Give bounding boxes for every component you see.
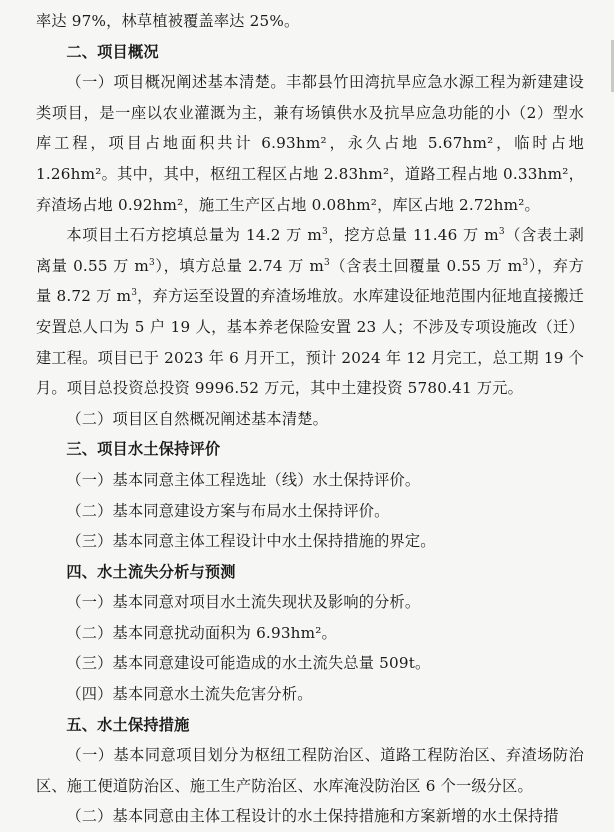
paragraph-erosion-2: （二）基本同意扰动面积为 6.93hm²。 [66,623,337,642]
paragraph-measures-2: （二）基本同意由主体工程设计的水土保持措施和方案新增的水土保持措 [66,807,559,826]
superscript-3: 3 [131,288,138,299]
earthwork-text-6: ），弃方量 8.72 万 m [36,256,584,306]
earthwork-text-7: ，弃方运至设置的弃渣场堆放。水库建设征地范围内征地直接搬迁安置总人口为 5 户 19 人，基本养老保险安置 23 人；不涉及专项设施改（迁）建工程。项目已于 2023 年 6 月开工，预计 2024 年 12 月完工，总工期 19 个月。项目总投资总投资 9996.52 万元，其中土建投资 5780.41 万元。 [36,287,584,398]
earthwork-text-4: ），填方总量 2.74 万 m [154,256,324,275]
superscript-3: 3 [324,257,330,268]
opening-line: 率达 97%，林草植被覆盖率达 25%。 [36,12,300,30]
earthwork-text-3: （含表土剥离量 0.55 万 m [36,226,584,275]
paragraph-earthwork [36,220,584,404]
paragraph-natural-conditions: （二）项目区自然概况阐述基本清楚。 [66,409,328,428]
paragraph-evaluation-3: （三）基本同意主体工程设计中水土保持措施的界定。 [66,532,436,551]
earthwork-text-2: ，挖方总量 11.46 万 m [327,226,499,245]
paragraph-erosion-3: （三）基本同意建设可能造成的水土流失总量 509t。 [66,654,431,673]
section-heading-measures: 五、水土保持措施 [66,715,190,734]
superscript-3: 3 [498,227,505,238]
paragraph-measures-1: （一）基本同意项目划分为枢纽工程防治区、道路工程防治区、弃渣场防治区、施工便道防治区、施工生产防治区、水库淹没防治区 6 个一级分区。 [36,746,584,795]
earthwork-text-1: 本项目土石方挖填总量为 14.2 万 m [66,226,323,245]
paragraph-evaluation-1: （一）基本同意主体工程选址（线）水土保持评价。 [66,470,421,489]
section-heading-evaluation: 三、项目水土保持评价 [66,440,221,459]
paragraph-evaluation-2: （二）基本同意建设方案与布局水土保持评价。 [66,501,390,520]
earthwork-text-5: （含表土回覆量 0.55 万 m [329,256,523,275]
paragraph-erosion-4: （四）基本同意水土流失危害分析。 [66,685,313,704]
section-heading-erosion-analysis: 四、水土流失分析与预测 [66,562,236,581]
paragraph-project-overview: （一）项目概况阐述基本清楚。丰都县竹田湾抗旱应急水源工程为新建建设类项目，是一座以农业灌溉为主，兼有场镇供水及抗旱应急功能的小（2）型水库工程，项目占地面积共计 6.93hm²，永久占地 5.67hm²，临时占地 1.26hm²。其中，其中，枢纽工程区占地 2.83hm²，道路工程占地 0.33hm²，弃渣场占地 0.92hm²，施工生产区占地 0.08hm²，库区占地 2.72hm²。 [36,73,584,214]
superscript-3: 3 [149,257,155,268]
superscript-3: 3 [322,227,328,238]
section-heading-project-overview: 二、项目概况 [66,42,159,61]
paragraph-erosion-1: （一）基本同意对项目水土流失现状及影响的分析。 [66,593,421,612]
superscript-3: 3 [522,257,529,268]
